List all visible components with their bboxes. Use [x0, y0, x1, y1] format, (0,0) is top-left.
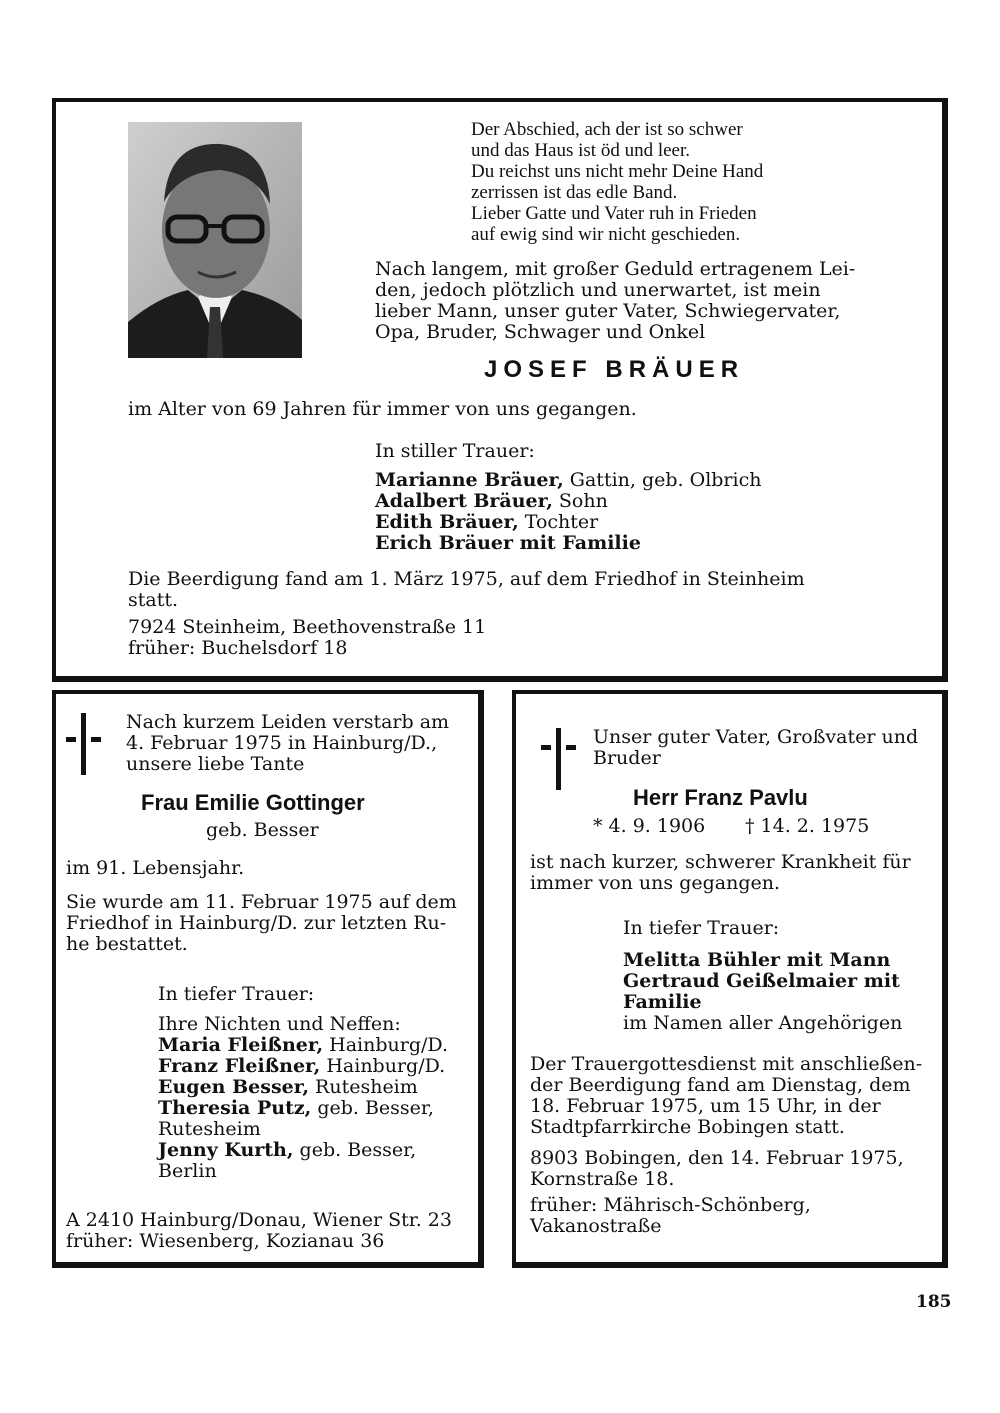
mourner: Familie — [623, 991, 702, 1013]
poem-line: Lieber Gatte und Vater ruh in Frieden — [471, 203, 757, 224]
mourner: Erich Bräuer mit Familie — [375, 532, 641, 554]
mourner: Rutesheim — [158, 1118, 261, 1140]
mourner: Gertraud Geißelmaier mit — [623, 970, 900, 992]
relatives-label: Ihre Nichten und Neffen: — [158, 1013, 401, 1035]
poem-line: Der Abschied, ach der ist so schwer — [471, 119, 743, 140]
age-line: im Alter von 69 Jahren für immer von uns gegangen. — [128, 398, 637, 420]
deceased-name: Frau Emilie Gottinger — [141, 790, 365, 815]
poem-line: auf ewig sind wir nicht geschieden. — [471, 224, 741, 245]
cross-icon — [539, 728, 579, 790]
deceased-name: Herr Franz Pavlu — [633, 785, 808, 810]
mourner: Jenny Kurth, geb. Besser, — [158, 1139, 417, 1161]
poem-line: und das Haus ist öd und leer. — [471, 140, 691, 161]
cross-icon — [64, 713, 104, 775]
portrait-image — [128, 122, 302, 358]
mourner: Adalbert Bräuer, Sohn — [375, 490, 608, 512]
portrait-photo — [128, 122, 302, 358]
mourning-label: In tiefer Trauer: — [623, 917, 780, 939]
mourner-note: im Namen aller Angehörigen — [623, 1012, 903, 1034]
mourner: Melitta Bühler mit Mann — [623, 949, 891, 971]
death-date: † 14. 2. 1975 — [745, 815, 870, 837]
mourner: Edith Bräuer, Tochter — [375, 511, 599, 533]
mourner: Berlin — [158, 1160, 217, 1182]
notice-emilie-gottinger — [52, 690, 484, 1268]
page-number: 185 — [916, 1292, 952, 1312]
deceased-name: JOSEF BRÄUER — [484, 356, 745, 383]
mourner: Marianne Bräuer, Gattin, geb. Olbrich — [375, 469, 762, 491]
mourner: Theresia Putz, geb. Besser, — [158, 1097, 434, 1119]
maiden-name: geb. Besser — [206, 819, 319, 841]
mourner: Franz Fleißner, Hainburg/D. — [158, 1055, 446, 1077]
mourning-label: In stiller Trauer: — [375, 440, 535, 462]
mourning-label: In tiefer Trauer: — [158, 983, 315, 1005]
mourner: Eugen Besser, Rutesheim — [158, 1076, 418, 1098]
poem-line: zerrissen ist das edle Band. — [471, 182, 678, 203]
poem-line: Du reichst uns nicht mehr Deine Hand — [471, 161, 764, 182]
birth-date: * 4. 9. 1906 — [593, 815, 706, 837]
mourner: Maria Fleißner, Hainburg/D. — [158, 1034, 448, 1056]
age-line: im 91. Lebensjahr. — [66, 857, 245, 879]
